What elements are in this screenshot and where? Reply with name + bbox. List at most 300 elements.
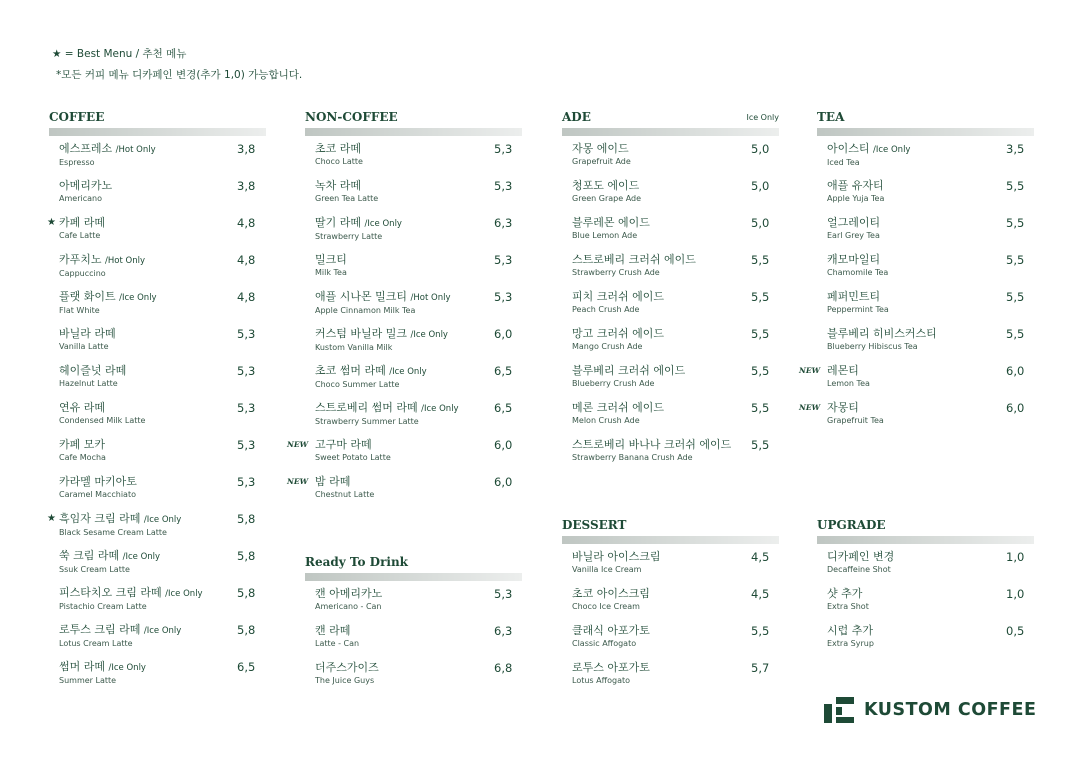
menu-item — [49, 290, 266, 327]
item-price: 5,3 — [494, 290, 513, 304]
menu-item — [305, 216, 522, 253]
item-name-ko — [827, 624, 1034, 638]
item-name-en: Cafe Mocha — [59, 453, 106, 462]
item-name-ko — [315, 364, 522, 379]
item-name-ko — [315, 290, 522, 305]
item-name-en: Grapefruit Tea — [827, 416, 884, 425]
item-price: 6,3 — [494, 216, 513, 230]
item-name-ko-text: 블루레몬 에이드 — [572, 216, 650, 229]
item-price: 5,5 — [1006, 179, 1025, 193]
item-name-ko — [59, 216, 266, 230]
item-name-en: Summer Latte — [59, 676, 117, 685]
item-name-ko — [827, 216, 1034, 230]
menu-item — [49, 623, 266, 660]
item-name-en: Kustom Vanilla Milk — [315, 343, 393, 352]
item-list — [817, 550, 1034, 661]
item-name-en: Blue Lemon Ade — [572, 231, 638, 240]
item-name-en: Apple Cinnamon Milk Tea — [315, 306, 416, 315]
item-name-ko-text: 카페 라떼 — [59, 216, 106, 229]
item-name-ko-text: 카페 모카 — [59, 438, 106, 451]
item-list — [49, 142, 266, 697]
item-price: 3,8 — [237, 179, 256, 193]
item-name-ko-text: 밤 라떼 — [315, 475, 351, 488]
item-name-ko-text: 커스텀 바닐라 밀크 — [315, 327, 408, 340]
item-price: 5,3 — [494, 253, 513, 267]
item-name-en: Melon Crush Ade — [572, 416, 640, 425]
menu-item — [562, 290, 779, 327]
item-name-ko-text: 로투스 크림 라떼 — [59, 623, 141, 636]
item-name-en: Peppermint Tea — [827, 305, 889, 314]
item-name-ko-text: 망고 크러쉬 에이드 — [572, 327, 665, 340]
item-tag: /Hot Only — [410, 293, 451, 303]
item-name-en: Lemon Tea — [827, 379, 870, 388]
item-tag: /Ice Only — [143, 626, 182, 636]
item-tag: /Ice Only — [119, 293, 157, 303]
dessert-section — [562, 516, 779, 698]
item-name-ko — [315, 179, 522, 193]
new-badge: NEW — [799, 366, 820, 375]
item-name-en: Milk Tea — [315, 268, 347, 277]
new-badge: NEW — [799, 403, 820, 412]
item-name-en: Strawberry Banana Crush Ade — [572, 453, 693, 462]
best-star-icon: ★ — [47, 217, 56, 228]
menu-item — [305, 401, 522, 438]
item-name-ko — [827, 290, 1034, 304]
menu-item — [305, 364, 522, 401]
item-name-ko-text: 페퍼민트티 — [827, 290, 881, 303]
item-name-en: Strawberry Crush Ade — [572, 268, 660, 277]
item-name-en: Strawberry Summer Latte — [315, 417, 419, 426]
item-name-ko — [572, 438, 779, 452]
item-name-ko — [572, 624, 779, 638]
item-name-ko-text: 로투스 아포가토 — [572, 661, 650, 674]
item-list — [799, 142, 1034, 438]
item-name-ko-text: 흑임자 크림 라떼 — [59, 512, 141, 525]
item-name-ko-text: 녹차 라떼 — [315, 179, 362, 192]
item-price: 5,0 — [751, 142, 770, 156]
item-price: 4,5 — [751, 587, 770, 601]
section-divider — [305, 573, 522, 581]
item-name-en: Espresso — [59, 158, 95, 167]
item-tag: /Ice Only — [364, 219, 402, 229]
item-name-ko — [59, 327, 266, 341]
item-name-en: Green Tea Latte — [315, 194, 379, 203]
item-name-ko — [572, 253, 779, 267]
menu-item — [817, 550, 1034, 587]
new-badge: NEW — [287, 440, 308, 449]
item-price: 6,0 — [494, 438, 513, 452]
menu-item — [49, 179, 266, 216]
item-price: 3,8 — [237, 142, 256, 156]
menu-item — [49, 512, 266, 549]
item-name-en: Apple Yuja Tea — [827, 194, 885, 203]
item-name-ko-text: 밀크티 — [315, 253, 347, 266]
item-price: 5,5 — [751, 401, 770, 415]
item-name-ko-text: 바닐라 아이스크림 — [572, 550, 661, 563]
section-divider — [305, 128, 522, 136]
menu-item — [562, 438, 779, 475]
item-name-en: Mango Crush Ade — [572, 342, 643, 351]
menu-item — [305, 661, 522, 698]
section-title: Ready To Drink — [305, 555, 408, 569]
menu-item — [305, 624, 522, 661]
item-name-ko-text: 썸머 라떼 — [59, 660, 106, 673]
item-name-ko-text: 초코 썸머 라떼 — [315, 364, 386, 377]
item-price: 5,5 — [1006, 290, 1025, 304]
item-name-ko — [315, 253, 522, 267]
menu-item — [305, 253, 522, 290]
item-name-ko — [59, 290, 266, 305]
menu-item — [305, 587, 522, 624]
menu-item — [305, 327, 522, 364]
item-price: 5,3 — [237, 401, 256, 415]
item-name-ko-text: 연유 라떼 — [59, 401, 106, 414]
menu-item — [562, 587, 779, 624]
best-menu-text: = Best Menu / 추천 메뉴 — [64, 48, 187, 60]
item-name-ko — [59, 179, 266, 193]
item-price: 5,5 — [1006, 327, 1025, 341]
tea-section — [799, 108, 1034, 438]
item-name-ko — [315, 624, 522, 638]
upgrade-section — [817, 516, 1034, 661]
section-title: UPGRADE — [817, 518, 886, 532]
item-name-en: The Juice Guys — [315, 676, 375, 685]
item-price: 5,3 — [237, 475, 256, 489]
item-name-ko — [572, 179, 779, 193]
item-name-ko-text: 스트로베리 크러쉬 에이드 — [572, 253, 696, 266]
decaf-note: *모든 커피 메뉴 디카페인 변경(추가 1,0) 가능합니다. — [56, 69, 303, 81]
item-list — [562, 550, 779, 698]
item-name-ko-text: 디카페인 변경 — [827, 550, 895, 563]
item-name-ko — [59, 512, 266, 527]
menu-item — [817, 142, 1034, 179]
kustom-logo-icon — [824, 697, 854, 723]
item-name-ko — [59, 401, 266, 415]
item-price: 5,5 — [751, 327, 770, 341]
item-name-en: Choco Latte — [315, 157, 363, 166]
section-title: TEA — [817, 110, 845, 124]
item-name-ko — [572, 327, 779, 341]
menu-item — [562, 661, 779, 698]
item-name-ko-text: 카라멜 마키아토 — [59, 475, 137, 488]
menu-item — [49, 475, 266, 512]
item-name-en: Vanilla Ice Cream — [572, 565, 642, 574]
item-name-ko — [59, 253, 266, 268]
item-name-en: Earl Grey Tea — [827, 231, 880, 240]
menu-item — [49, 216, 266, 253]
item-name-ko-text: 아메리카노 — [59, 179, 113, 192]
menu-item — [562, 142, 779, 179]
menu-item — [817, 179, 1034, 216]
item-price: 4,8 — [237, 216, 256, 230]
item-price: 5,0 — [751, 179, 770, 193]
item-name-ko — [315, 587, 522, 601]
item-name-ko-text: 초코 라떼 — [315, 142, 362, 155]
item-price: 5,3 — [494, 179, 513, 193]
item-name-ko-text: 메론 크러쉬 에이드 — [572, 401, 665, 414]
item-name-en: Sweet Potato Latte — [315, 453, 391, 462]
item-name-ko-text: 샷 추가 — [827, 587, 863, 600]
item-tag: /Hot Only — [115, 145, 156, 155]
item-name-en: Peach Crush Ade — [572, 305, 640, 314]
menu-item — [49, 660, 266, 697]
item-name-ko-text: 에스프레소 — [59, 142, 113, 155]
item-name-ko-text: 캐모마일티 — [827, 253, 881, 266]
item-name-ko-text: 카푸치노 — [59, 253, 102, 266]
item-name-en: Classic Affogato — [572, 639, 637, 648]
coffee-section — [49, 108, 266, 697]
item-name-ko — [572, 364, 779, 378]
rtd-section — [305, 553, 522, 698]
item-name-ko — [827, 364, 1034, 378]
item-name-en: Grapefruit Ade — [572, 157, 631, 166]
item-name-ko — [59, 549, 266, 564]
menu-item — [305, 290, 522, 327]
menu-item — [562, 364, 779, 401]
item-name-ko — [827, 327, 1034, 341]
item-name-en: Vanilla Latte — [59, 342, 109, 351]
item-name-ko-text: 애플 시나몬 밀크티 — [315, 290, 408, 303]
item-name-ko-text: 고구마 라떼 — [315, 438, 372, 451]
menu-item — [49, 327, 266, 364]
item-name-en: Latte - Can — [315, 639, 360, 648]
item-price: 5,8 — [237, 512, 256, 526]
menu-item — [562, 253, 779, 290]
best-menu-legend — [52, 44, 302, 65]
item-price: 3,5 — [1006, 142, 1025, 156]
menu-item — [817, 253, 1034, 290]
item-name-ko — [59, 586, 266, 601]
item-name-ko — [315, 142, 522, 156]
item-list — [287, 142, 522, 512]
menu-item — [817, 624, 1034, 661]
item-name-ko-text: 블루베리 크러쉬 에이드 — [572, 364, 686, 377]
item-price: 5,3 — [237, 327, 256, 341]
item-price: 6,0 — [1006, 364, 1025, 378]
item-name-ko — [59, 142, 266, 157]
item-price: 5,8 — [237, 623, 256, 637]
menu-item — [799, 401, 1034, 438]
menu-item — [799, 364, 1034, 401]
item-price: 6,0 — [494, 327, 513, 341]
new-badge: NEW — [287, 477, 308, 486]
item-name-ko — [315, 438, 522, 452]
item-name-ko-text: 피스타치오 크림 라떼 — [59, 586, 162, 599]
item-price: 4,5 — [751, 550, 770, 564]
item-name-ko — [315, 401, 522, 416]
item-price: 1,0 — [1006, 587, 1025, 601]
item-name-en: Americano — [59, 194, 102, 203]
item-price: 5,3 — [237, 364, 256, 378]
item-name-ko — [315, 661, 522, 675]
menu-item — [305, 142, 522, 179]
menu-item — [287, 438, 522, 475]
item-name-en: Extra Syrup — [827, 639, 874, 648]
menu-item — [817, 290, 1034, 327]
item-name-ko — [827, 550, 1034, 564]
menu-item — [49, 253, 266, 290]
item-price: 6,5 — [494, 364, 513, 378]
menu-item — [287, 475, 522, 512]
item-price: 6,3 — [494, 624, 513, 638]
item-name-ko — [59, 438, 266, 452]
item-name-en: Condensed Milk Latte — [59, 416, 146, 425]
item-name-ko-text: 시럽 추가 — [827, 624, 874, 637]
item-name-en: Caramel Macchiato — [59, 490, 136, 499]
item-name-en: Cafe Latte — [59, 231, 101, 240]
item-name-en: Chestnut Latte — [315, 490, 375, 499]
menu-notes — [52, 44, 302, 86]
item-name-ko-text: 플랫 화이트 — [59, 290, 116, 303]
item-name-ko-text: 애플 유자티 — [827, 179, 884, 192]
item-name-ko — [59, 364, 266, 378]
item-name-ko — [572, 290, 779, 304]
item-price: 5,5 — [1006, 253, 1025, 267]
section-title: DESSERT — [562, 518, 627, 532]
brand-logo — [824, 697, 1036, 723]
item-list — [305, 587, 522, 698]
item-name-ko-text: 캔 아메리카노 — [315, 587, 383, 600]
item-name-ko-text: 더주스가이즈 — [315, 661, 379, 674]
item-name-en: Decaffeine Shot — [827, 565, 891, 574]
item-name-ko-text: 자몽 에이드 — [572, 142, 629, 155]
item-price: 6,0 — [1006, 401, 1025, 415]
item-price: 0,5 — [1006, 624, 1025, 638]
item-tag: /Ice Only — [122, 552, 161, 562]
item-name-en: Ssuk Cream Latte — [59, 565, 130, 574]
item-name-en: Iced Tea — [827, 158, 860, 167]
item-tag: /Ice Only — [421, 404, 459, 414]
section-divider — [49, 128, 266, 136]
menu-item — [49, 401, 266, 438]
item-tag: /Ice Only — [165, 589, 203, 599]
menu-item — [562, 401, 779, 438]
section-title: COFFEE — [49, 110, 105, 124]
item-tag: /Ice Only — [410, 330, 448, 340]
item-price: 5,5 — [1006, 216, 1025, 230]
item-name-ko-text: 초코 아이스크림 — [572, 587, 650, 600]
item-name-ko — [827, 587, 1034, 601]
menu-item — [49, 438, 266, 475]
item-name-ko — [315, 327, 522, 342]
item-price: 5,5 — [751, 438, 770, 452]
item-price: 5,5 — [751, 364, 770, 378]
item-name-ko-text: 클래식 아포가토 — [572, 624, 650, 637]
item-name-ko — [59, 623, 266, 638]
item-name-ko — [572, 550, 779, 564]
item-tag: /Hot Only — [105, 256, 145, 266]
item-name-ko-text: 블루베리 히비스커스티 — [827, 327, 937, 340]
brand-name: KUSTOM COFFEE — [864, 700, 1037, 720]
item-price: 5,3 — [494, 142, 513, 156]
section-divider — [562, 536, 779, 544]
item-price: 6,5 — [237, 660, 256, 674]
item-name-en: Choco Ice Cream — [572, 602, 640, 611]
item-name-ko-text: 캔 라떼 — [315, 624, 351, 637]
ice-only-note: Ice Only — [746, 113, 779, 122]
item-name-en: Lotus Cream Latte — [59, 639, 133, 648]
menu-item — [562, 550, 779, 587]
item-name-en: Chamomile Tea — [827, 268, 889, 277]
item-name-ko — [827, 253, 1034, 267]
item-name-ko — [59, 475, 266, 489]
item-price: 6,5 — [494, 401, 513, 415]
item-price: 4,8 — [237, 290, 256, 304]
item-price: 5,5 — [751, 290, 770, 304]
item-name-en: Black Sesame Cream Latte — [59, 528, 167, 537]
menu-item — [562, 216, 779, 253]
menu-item — [49, 549, 266, 586]
item-name-ko-text: 레몬티 — [827, 364, 859, 377]
item-price: 5,0 — [751, 216, 770, 230]
item-price: 5,7 — [751, 661, 770, 675]
item-price: 4,8 — [237, 253, 256, 267]
item-name-en: Extra Shot — [827, 602, 869, 611]
menu-item — [817, 587, 1034, 624]
menu-item — [49, 364, 266, 401]
best-star-icon: ★ — [47, 513, 56, 524]
item-tag: /Ice Only — [108, 663, 146, 673]
item-name-en: Choco Summer Latte — [315, 380, 400, 389]
item-name-ko — [572, 401, 779, 415]
item-price: 5,8 — [237, 586, 256, 600]
section-title-text: ADE — [562, 110, 591, 124]
item-name-ko — [315, 475, 522, 489]
item-price: 5,3 — [494, 587, 513, 601]
item-name-en: Blueberry Crush Ade — [572, 379, 655, 388]
menu-item — [562, 327, 779, 364]
item-price: 6,0 — [494, 475, 513, 489]
item-name-ko-text: 자몽티 — [827, 401, 859, 414]
star-icon: ★ — [52, 48, 62, 60]
item-name-ko — [572, 142, 779, 156]
item-price: 6,8 — [494, 661, 513, 675]
item-price: 1,0 — [1006, 550, 1025, 564]
item-tag: /Ice Only — [873, 145, 911, 155]
ade-section — [562, 108, 779, 475]
menu-item — [562, 624, 779, 661]
item-name-ko-text: 청포도 에이드 — [572, 179, 640, 192]
item-name-ko-text: 스트로베리 바나나 크러쉬 에이드 — [572, 438, 732, 451]
item-price: 5,8 — [237, 549, 256, 563]
item-name-ko-text: 피치 크러쉬 에이드 — [572, 290, 665, 303]
item-price: 5,3 — [237, 438, 256, 452]
item-tag: /Ice Only — [389, 367, 427, 377]
item-name-ko-text: 아이스티 — [827, 142, 870, 155]
menu-item — [817, 327, 1034, 364]
item-name-ko — [827, 179, 1034, 193]
item-name-en: Lotus Affogato — [572, 676, 631, 685]
menu-item — [562, 179, 779, 216]
item-name-ko — [827, 401, 1034, 415]
item-tag: /Ice Only — [143, 515, 182, 525]
item-name-ko-text: 얼그레이티 — [827, 216, 881, 229]
item-name-ko — [572, 661, 779, 675]
menu-item — [305, 179, 522, 216]
item-name-ko-text: 스트로베리 썸머 라떼 — [315, 401, 418, 414]
section-divider — [562, 128, 779, 136]
item-name-ko-text: 헤이즐넛 라떼 — [59, 364, 127, 377]
section-divider — [817, 536, 1034, 544]
item-name-ko — [59, 660, 266, 675]
item-name-en: Strawberry Latte — [315, 232, 383, 241]
item-name-ko-text: 쑥 크림 라떼 — [59, 549, 120, 562]
menu-item — [817, 216, 1034, 253]
item-name-ko-text: 딸기 라떼 — [315, 216, 362, 229]
item-name-en: Flat White — [59, 306, 100, 315]
item-name-ko — [827, 142, 1034, 157]
noncoffee-section — [287, 108, 522, 512]
